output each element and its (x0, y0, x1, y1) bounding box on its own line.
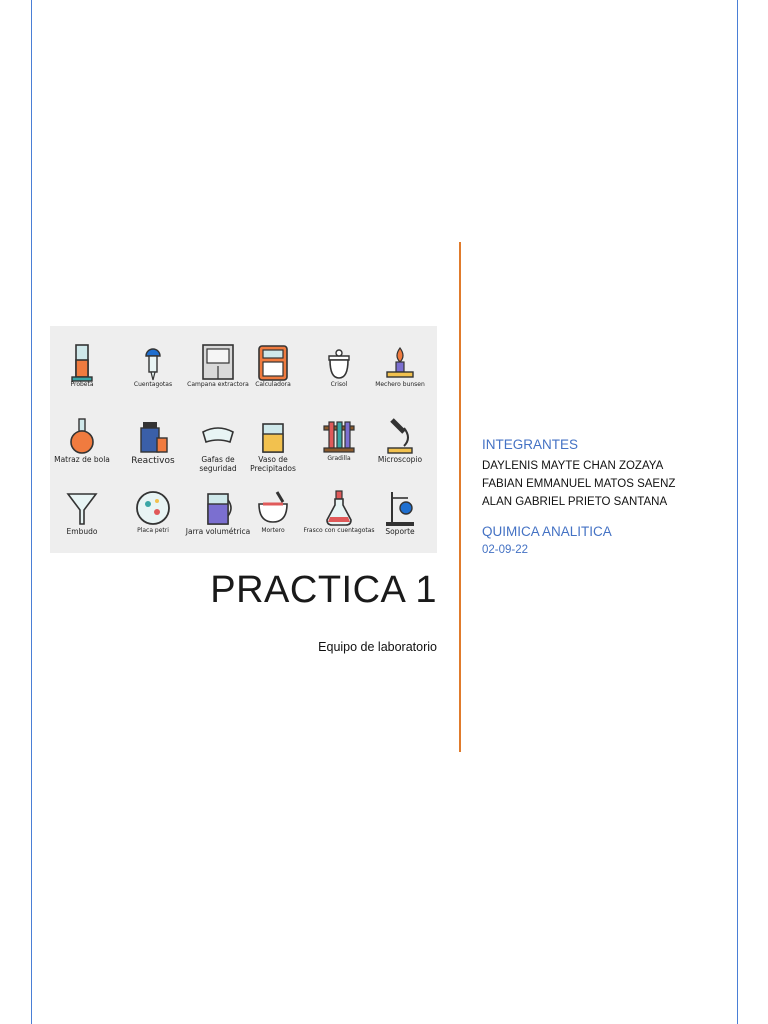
members-heading: INTEGRANTES (482, 437, 579, 452)
fume-hood-icon (200, 342, 236, 382)
beaker-icon (255, 416, 291, 456)
label-gradilla: Gradilla (327, 455, 351, 462)
calculator-icon (255, 342, 291, 382)
soporte-item (368, 486, 432, 561)
label-embudo: Embudo (66, 527, 98, 536)
reactivos-item (121, 414, 185, 489)
mortero-item (241, 486, 305, 561)
graduated-cylinder-icon (64, 342, 100, 382)
members-list (482, 457, 675, 511)
mechero-item (368, 340, 432, 415)
label-calculadora: Calculadora (255, 381, 291, 388)
vertical-divider (459, 242, 461, 752)
volumetric-jug-icon (200, 488, 236, 528)
page-border-left (31, 0, 32, 1024)
crisol-item (307, 340, 371, 415)
document-date: 02-09-22 (482, 544, 529, 556)
safety-goggles-icon (200, 416, 236, 456)
label-gafas: Gafas de seguridad (199, 455, 237, 473)
label-soporte: Soporte (385, 527, 415, 536)
label-placa: Placa petri (137, 527, 169, 534)
label-mechero: Mechero bunsen (375, 381, 425, 388)
label-campana: Campana extractora (187, 381, 249, 388)
label-probeta: Probeta (70, 381, 94, 388)
label-vaso: Vaso de Precipitados (250, 455, 296, 473)
course-name: QUIMICA ANALITICA (482, 524, 612, 539)
label-crisol: Crisol (330, 381, 348, 388)
dropper-bottle-icon (321, 488, 357, 528)
reagent-bottles-icon (135, 416, 171, 456)
embudo-item (50, 486, 114, 561)
label-frasco: Frasco con cuentagotas (303, 527, 375, 534)
calculadora-item (241, 340, 305, 415)
lab-equipment-illustration (50, 326, 437, 553)
label-matraz: Matraz de bola (54, 455, 110, 464)
member-name: FABIAN EMMANUEL MATOS SAENZ (482, 478, 676, 490)
cuentagotas-item (121, 340, 185, 415)
microscopio-item (368, 414, 432, 489)
test-tube-rack-icon (321, 416, 357, 456)
matraz-item (50, 414, 114, 489)
gradilla-item (307, 414, 371, 489)
crucible-icon (321, 342, 357, 382)
microscope-icon (382, 416, 418, 456)
member-name: DAYLENIS MAYTE CHAN ZOZAYA (482, 460, 664, 472)
petri-dish-icon (135, 488, 171, 528)
dropper-icon (135, 342, 171, 382)
probeta-item (50, 340, 114, 415)
label-jarra: Jarra volumétrica (185, 527, 251, 536)
mortar-pestle-icon (255, 488, 291, 528)
funnel-icon (64, 488, 100, 528)
member-name: ALAN GABRIEL PRIETO SANTANA (482, 496, 668, 508)
frasco-item (303, 486, 375, 561)
vaso-item (241, 414, 305, 489)
label-mortero: Mortero (261, 527, 285, 534)
label-microscopio: Microscopio (377, 455, 423, 464)
document-title: PRACTICA 1 (210, 569, 437, 611)
round-flask-icon (64, 416, 100, 456)
page-border-right (737, 0, 738, 1024)
label-cuentagotas: Cuentagotas (133, 381, 173, 388)
placa-item (121, 486, 185, 561)
document-subtitle: Equipo de laboratorio (318, 640, 437, 654)
label-reactivos: Reactivos (131, 456, 175, 466)
bunsen-burner-icon (382, 342, 418, 382)
ring-stand-icon (382, 488, 418, 528)
